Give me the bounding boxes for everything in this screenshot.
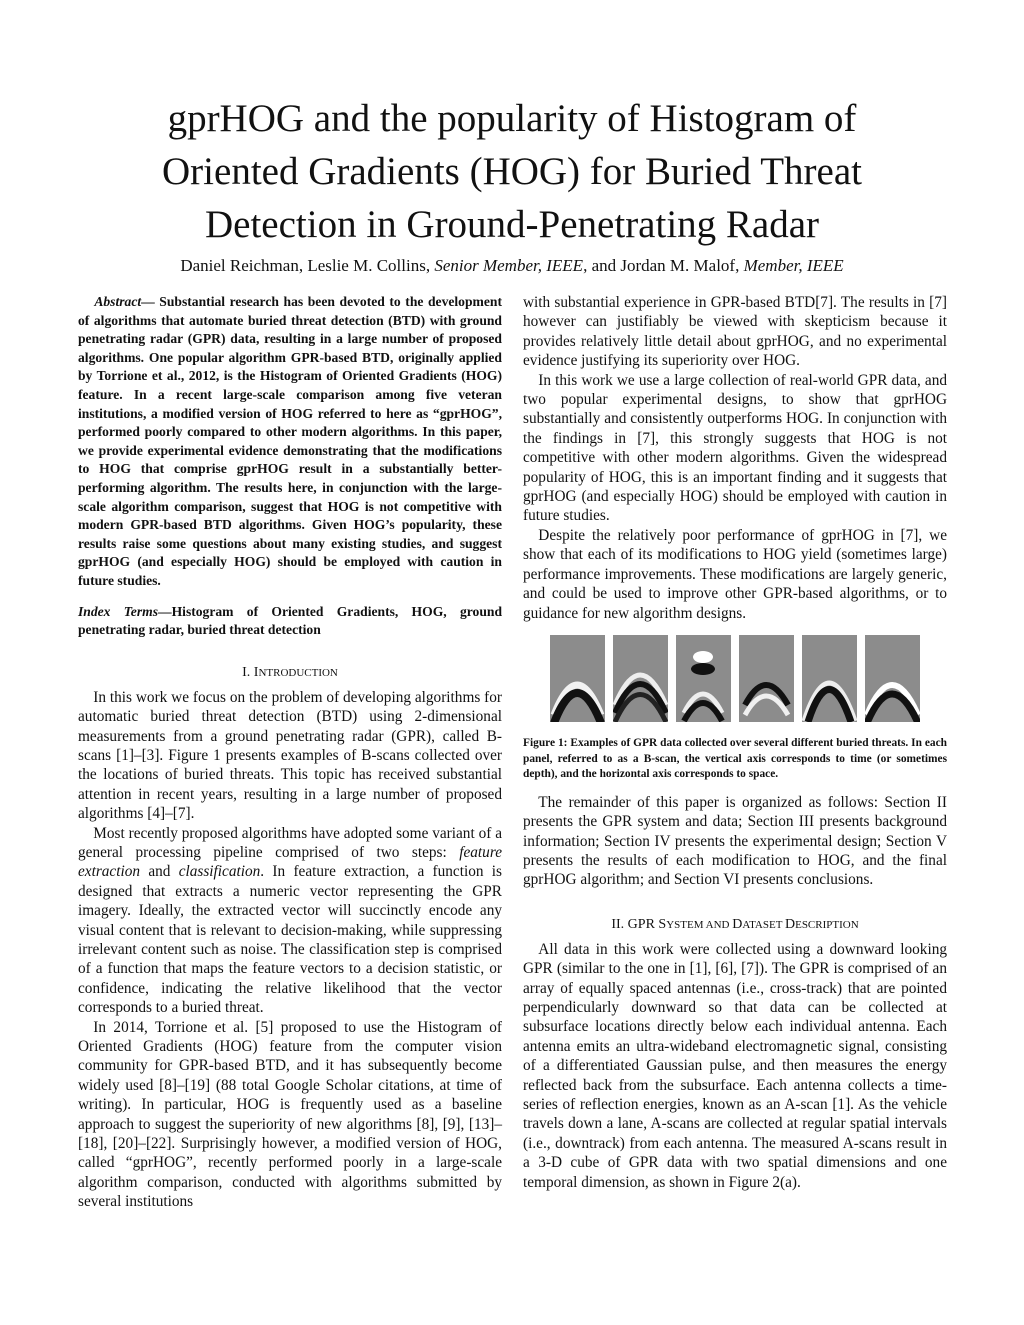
right-paragraph-2: In this work we use a large collection of real-world GPR data, and two popular experimental designs, to show that gprHOG substantially and consistently outperforms HOG. In conjunction with the findings in [7], this strongly suggests that HOG is not competitive with other modern algorithms. Given the widespread popularity of HOG, this is an important finding and it suggests that gprHOG (and especially HOG) should be employed with caution in future studies. [523, 371, 947, 525]
abstract-label: Abstract [94, 294, 142, 309]
right-paragraph-3: Despite the relatively poor performance of gprHOG in [7], we show that each of its modifications to HOG yield (sometimes large) performance improvements. These modifications are largely generic, and could be used to improve other GPR-based algorithms, or to guidance for new algorithm designs. [523, 526, 947, 622]
intro-p2-and: and [140, 863, 179, 881]
index-terms [78, 603, 502, 640]
section-2-w3-rest: ESCRIPTION [795, 918, 859, 931]
term-classification: classification [178, 863, 261, 881]
abstract [78, 293, 502, 591]
abstract-text: — Substantial research has been devoted to the development of algorithms that automate buried threat detection (BTD) with ground penetrating radar (GPR) data, resulting in a large number of proposed algorithms. One popular algorithm GPR-based BTD, originally applied by Torrione et al., 2012, is the Histogram of Oriented Gradients (HOG) feature. In a recent large-scale comparison among five veteran institutions, a modified version of HOG referred to here as “gprHOG”, performed poorly compared to other modern algorithms. In this paper, we provide experimental evidence demonstrating that the modifications to HOG that comprise gprHOG result in a substantially better-performing algorithm. The results here, in conjunction with the large-scale algorithm comparison, suggest that HOG is not competitive with modern GPR-based BTD algorithms. Given HOG’s popularity, these results raise some questions about many existing studies, and suggest gprHOG (and especially HOG) should be employed with caution in future studies. [78, 294, 502, 588]
section-1-rest: NTRODUCTION [258, 666, 338, 679]
section-2-w1-rest: YSTEM AND [666, 918, 733, 931]
b-scan-panel-1 [550, 635, 605, 722]
b-scan-panel-5 [802, 635, 857, 722]
authors-part-2: , and Jordan M. Malof, [583, 256, 744, 275]
left-column [78, 293, 502, 1212]
section-2-w3-initial: D [784, 916, 796, 932]
right-paragraph-4: The remainder of this paper is organized as follows: Section II presents the GPR system and data; Section III presents background information; Section IV presents the experimental design; Section V presents the results of each modification to HOG, and the final gprHOG algorithm; and Section VI presents conclusions. [523, 793, 947, 889]
section-2-w2-rest: ATASET [742, 918, 785, 931]
section-1-initial: I [253, 664, 259, 680]
section-2-w2-initial: D [732, 916, 743, 932]
section-1-number: I. [242, 664, 251, 680]
intro-p2-part-a: Most recently proposed algorithms have adopted some variant of a general processing pipeline comprised of two steps: [78, 824, 502, 861]
author-role-2: Member, IEEE [743, 256, 844, 275]
section-2-w1-initial: GPR S [627, 916, 667, 932]
section-heading-gpr-system [523, 916, 947, 934]
figure-1-panels [523, 635, 947, 722]
intro-paragraph-3: In 2014, Torrione et al. [5] proposed to use the Histogram of Oriented Gradients (HOG) feature from the computer vision community for GPR-based BTD, and it has subsequently become widely used [8]–[19] (88 total Google Scholar citations, at time of writing). In particular, HOG is frequently used as a baseline approach to suggest the superiority of new algorithms [8], [9], [13]–[18], [20]–[22]. Surprisingly however, a modified version of HOG, called “gprHOG”, recently performed poorly in a large-scale algorithm comparison, conducted with algorithms submitted by several institutions [78, 1018, 502, 1211]
b-scan-panel-4 [739, 635, 794, 722]
author-role-1: Senior Member, IEEE [434, 256, 584, 275]
index-terms-label: Index Terms [78, 603, 158, 619]
figure-1 [523, 635, 947, 783]
right-paragraph-1: with substantial experience in GPR-based BTD[7]. The results in [7] however can justifiably be viewed with skepticism because it provides relatively little detail about gprHOG, and no experimental evidence justifying its superiority over HOG. [523, 294, 947, 370]
section-heading-introduction [78, 664, 502, 682]
term-feature-extraction: feature extraction [78, 843, 502, 881]
index-terms-text: —Histogram of Oriented Gradients, HOG, ground penetrating radar, buried threat detection [78, 603, 503, 638]
b-scan-panel-2 [613, 635, 668, 722]
title-line-3: Detection in Ground-Penetrating Radar [204, 203, 820, 246]
paper-title [100, 92, 924, 251]
intro-paragraph-1: In this work we focus on the problem of developing algorithms for automatic buried threat detection (BTD) using 2-dimensional measurements from a ground penetrating radar (GPR), called B-scans [1]–[3]. Figure 1 presents examples of B-scans collected over the locations of buried threats. This topic has received substantial attention in recent years, resulting in a large number of proposed algorithms [4]–[7]. [78, 688, 502, 823]
author-list [60, 254, 964, 278]
intro-p2-part-b: . In feature extraction, a function is designed that extracts a numeric vector representing the GPR imagery. Ideally, the extracted vector will succinctly encode any visual content that is relevant to decision-making, while suppressing irrelevant content such as noise. The classification step is comprised of a function that maps the feature vectors to a decision statistic, or confidence, indicating the relative likelihood that the vector corresponds to a buried threat. [78, 863, 502, 1017]
right-column [523, 293, 947, 1192]
title-line-1: gprHOG and the popularity of Histogram of [167, 97, 857, 140]
b-scan-panel-6 [865, 635, 920, 722]
section-2-number: II. [611, 916, 625, 932]
authors-part-1: Daniel Reichman, Leslie M. Collins, [180, 256, 435, 275]
title-line-2: Oriented Gradients (HOG) for Buried Threat [162, 150, 862, 193]
intro-paragraph-2 [78, 824, 502, 1018]
figure-1-caption: Figure 1: Examples of GPR data collected over several different buried threats. In each panel, referred to as a B-scan, the vertical axis corresponds to time (or sometimes depth), and the horizontal axis corresponds to space. [523, 736, 947, 781]
right-paragraph-5: All data in this work were collected using a downward looking GPR (similar to the one in [1], [6], [7]). The GPR is comprised of an array of equally spaced antennas (i.e., cross-track) that are pointed perpendicularly downward so that data can be collected at subsurface locations directly below each individual antenna. Each antenna emits an ultra-wideband electromagnetic signal, consisting of a differentiated Gaussian pulse, and then measures the energy reflected back from the subsurface. Each antenna collects a time-series of reflection energies, known as an A-scan [1]. As the vehicle travels down a lane, A-scans are collected at regular spatial intervals (i.e., downtrack) from each antenna. The measured A-scans result in a 3-D cube of GPR data with two spatial dimensions and one temporal dimension, as shown in Figure 2(a). [523, 940, 947, 1191]
b-scan-panel-3 [676, 635, 731, 722]
